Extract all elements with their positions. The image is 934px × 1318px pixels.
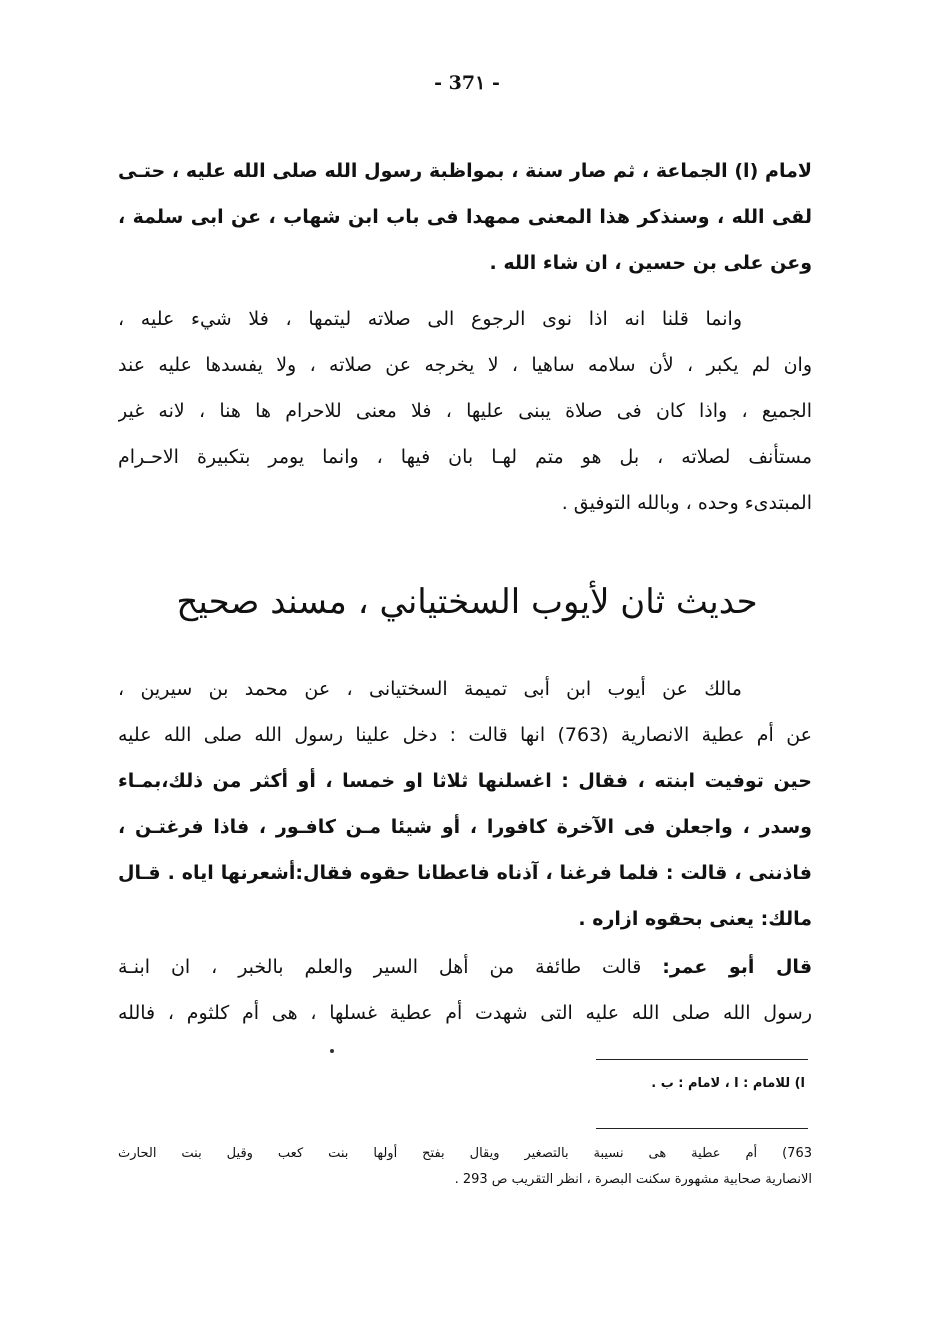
paragraph-2 bbox=[118, 296, 812, 526]
footnote-2 bbox=[118, 1141, 812, 1193]
paragraph-4 bbox=[118, 944, 812, 1036]
paragraph-2-line-3: الجميع ، واذا كان فى صلاة يبنى عليها ، فلا معنى للاحرام ها هنا ، لانه غير bbox=[118, 400, 812, 422]
paragraph-1-line-3: وعن على بن حسين ، ان شاء الله . bbox=[489, 252, 812, 274]
footnote-2-line-1: 763) أم عطية هى نسيبة بالتصغير ويقال بفتح أولها بنت كعب وقيل بنت الحارث bbox=[118, 1146, 812, 1161]
section-heading: حديث ثان لأيوب السختياني ، مسند صحيح bbox=[176, 582, 758, 622]
paragraph-3-line-5: فاذننى ، قالت : فلما فرغنا ، آذناه فاعطانا حقوه فقال:أشعرنها اياه . قـال bbox=[118, 862, 812, 884]
footnote-1: ا) للامام : ا ، لامام : ب . bbox=[651, 1076, 805, 1091]
paragraph-1-line-2: لقى الله ، وسنذكر هذا المعنى ممهدا فى باب ابن شهاب ، عن ابى سلمة ، bbox=[118, 206, 812, 228]
footnote-2-line-2: الانصارية صحابية مشهورة سكنت البصرة ، انظر التقريب ص 293 . bbox=[454, 1172, 812, 1187]
speaker-lead: قال أبو عمر: bbox=[662, 956, 812, 978]
paragraph-4-line-1 bbox=[118, 944, 812, 990]
paragraph-4-line-2: رسول الله صلى الله عليه التى شهدت أم عطية غسلها ، هى أم كلثوم ، فالله bbox=[118, 1002, 812, 1024]
ink-speck bbox=[330, 1049, 334, 1053]
paragraph-2-line-4: مستأنف لصلاته ، بل هو متم لهـا بان فيها ، وانما يومر بتكبيرة الاحـرام bbox=[118, 446, 812, 468]
paragraph-3-line-4: وسدر ، واجعلن فى الآخرة كافورا ، أو شيئا مـن كافـور ، فاذا فرغتـن ، bbox=[118, 816, 812, 838]
paragraph-2-line-5: المبتدىء وحده ، وبالله التوفيق . bbox=[561, 492, 812, 514]
paragraph-2-line-1: وانما قلنا انه اذا نوى الرجوع الى صلاته ليتمها ، فلا شيء عليه ، bbox=[118, 308, 742, 330]
paragraph-3-line-3: حين توفيت ابنته ، فقال : اغسلنها ثلاثا او خمسا ، أو أكثر من ذلك،بمـاء bbox=[118, 770, 812, 792]
paragraph-3-line-2: عن أم عطية الانصارية (763) انها قالت : دخل علينا رسول الله صلى الله عليه bbox=[118, 724, 812, 746]
paragraph-1-line-1: لامام (ا) الجماعة ، ثم صار سنة ، بمواظبة رسول الله صلى الله عليه ، حتـى bbox=[118, 160, 812, 182]
page-number: - 37١ - bbox=[434, 72, 500, 94]
paragraph-2-line-2: وان لم يكبر ، لأن سلامه ساهيا ، لا يخرجه عن صلاته ، ولا يفسدها عليه عند bbox=[118, 354, 812, 376]
paragraph-1 bbox=[118, 148, 812, 286]
paragraph-3-line-1: مالك عن أيوب ابن أبى تميمة السختيانى ، عن محمد بن سيرين ، bbox=[118, 678, 742, 700]
footnote-divider-2 bbox=[596, 1128, 808, 1129]
footnote-divider-1 bbox=[596, 1059, 808, 1060]
paragraph-4-line-1-rest: قالت طائفة من أهل السير والعلم بالخبر ، ان ابنـة bbox=[118, 956, 642, 978]
paragraph-3 bbox=[118, 666, 812, 942]
paragraph-3-line-6: مالك: يعنى بحقوه ازاره . bbox=[578, 908, 812, 930]
